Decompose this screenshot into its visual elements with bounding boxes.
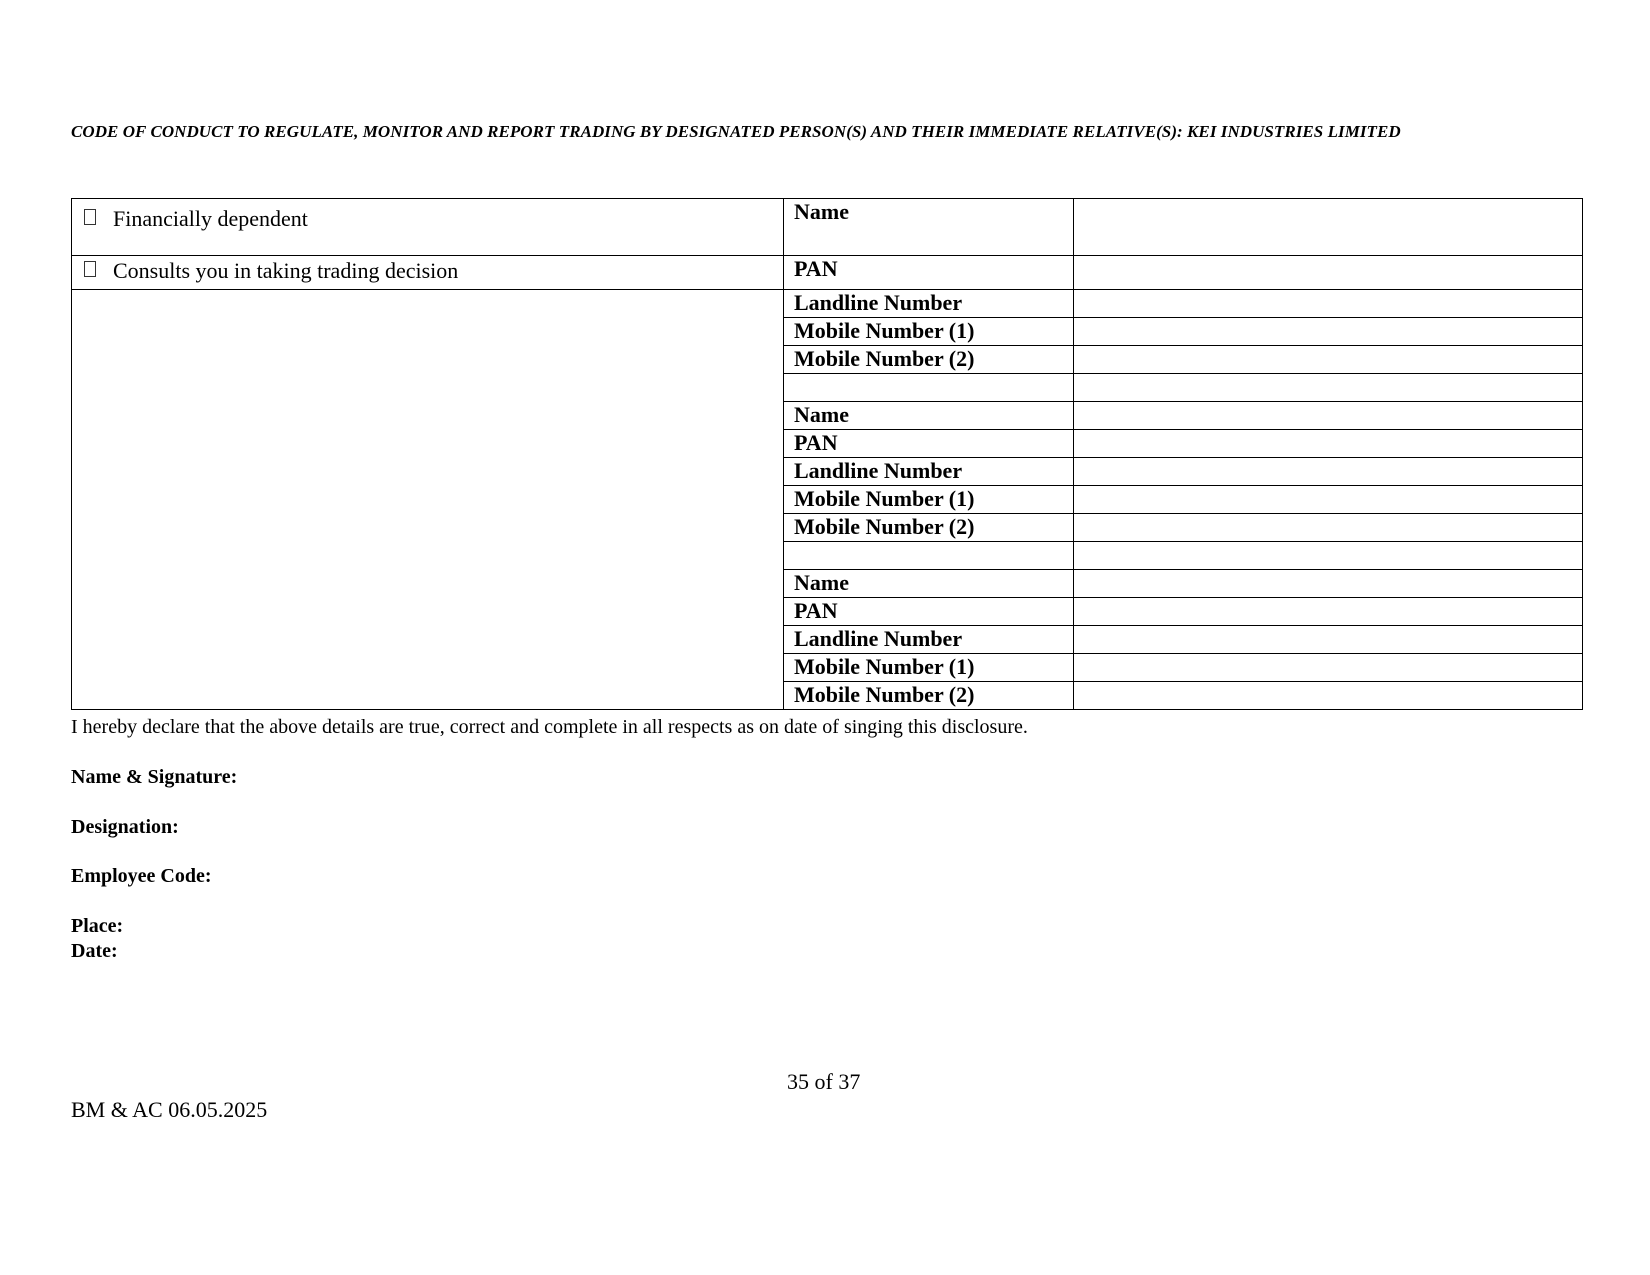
field-label: Landline Number <box>784 290 1074 318</box>
place-label: Place: <box>71 915 124 937</box>
blank-left-cell <box>72 290 784 710</box>
field-label: Mobile Number (2) <box>784 682 1074 710</box>
spacer-label-cell <box>784 542 1074 570</box>
field-label: Landline Number <box>784 458 1074 486</box>
field-label: Landline Number <box>784 626 1074 654</box>
field-value-cell[interactable] <box>1074 256 1583 290</box>
checkbox-icon[interactable] <box>84 261 96 277</box>
field-label: PAN <box>784 598 1074 626</box>
field-value-cell[interactable] <box>1074 458 1583 486</box>
field-label: Mobile Number (1) <box>784 318 1074 346</box>
field-value-cell[interactable] <box>1074 290 1583 318</box>
field-label: Mobile Number (2) <box>784 514 1074 542</box>
field-label: Mobile Number (2) <box>784 346 1074 374</box>
checkbox-icon[interactable] <box>84 209 96 225</box>
field-value-cell[interactable] <box>1074 430 1583 458</box>
field-label: Mobile Number (1) <box>784 654 1074 682</box>
revision-note: BM & AC 06.05.2025 <box>71 1097 268 1122</box>
relatives-details-table <box>71 198 1583 710</box>
field-label: Mobile Number (1) <box>784 486 1074 514</box>
field-label: PAN <box>784 256 1074 290</box>
field-label: PAN <box>784 430 1074 458</box>
field-value-cell[interactable] <box>1074 402 1583 430</box>
field-value-cell[interactable] <box>1074 626 1583 654</box>
field-value-cell[interactable] <box>1074 682 1583 710</box>
field-label: Name <box>784 199 1074 256</box>
field-value-cell[interactable] <box>1074 542 1583 570</box>
field-value-cell[interactable] <box>1074 514 1583 542</box>
document-header-title: CODE OF CONDUCT TO REGULATE, MONITOR AND REPORT TRADING BY DESIGNATED PERSON(S) AND THEIR IMMEDIATE RELATIVE(S): KEI INDUSTRIES LIMITED <box>71 122 1401 141</box>
date-label: Date: <box>71 940 118 962</box>
field-value-cell[interactable] <box>1074 346 1583 374</box>
spacer-label-cell <box>784 374 1074 402</box>
checkbox-option-consults-trading-decision[interactable] <box>72 256 784 290</box>
checkbox-label: Financially dependent <box>113 206 308 231</box>
field-value-cell[interactable] <box>1074 598 1583 626</box>
checkbox-label: Consults you in taking trading decision <box>113 258 459 283</box>
field-label: Name <box>784 402 1074 430</box>
employee-code-label: Employee Code: <box>71 865 212 887</box>
declaration-statement: I hereby declare that the above details are true, correct and complete in all respects as on date of singing this disclosure. <box>71 716 1028 738</box>
field-value-cell[interactable] <box>1074 654 1583 682</box>
field-value-cell[interactable] <box>1074 374 1583 402</box>
checkbox-option-financially-dependent[interactable] <box>72 199 784 256</box>
page-number: 35 of 37 <box>787 1069 861 1094</box>
field-value-cell[interactable] <box>1074 199 1583 256</box>
field-value-cell[interactable] <box>1074 570 1583 598</box>
field-value-cell[interactable] <box>1074 318 1583 346</box>
name-signature-label: Name & Signature: <box>71 766 238 788</box>
field-value-cell[interactable] <box>1074 486 1583 514</box>
designation-label: Designation: <box>71 816 179 838</box>
field-label: Name <box>784 570 1074 598</box>
